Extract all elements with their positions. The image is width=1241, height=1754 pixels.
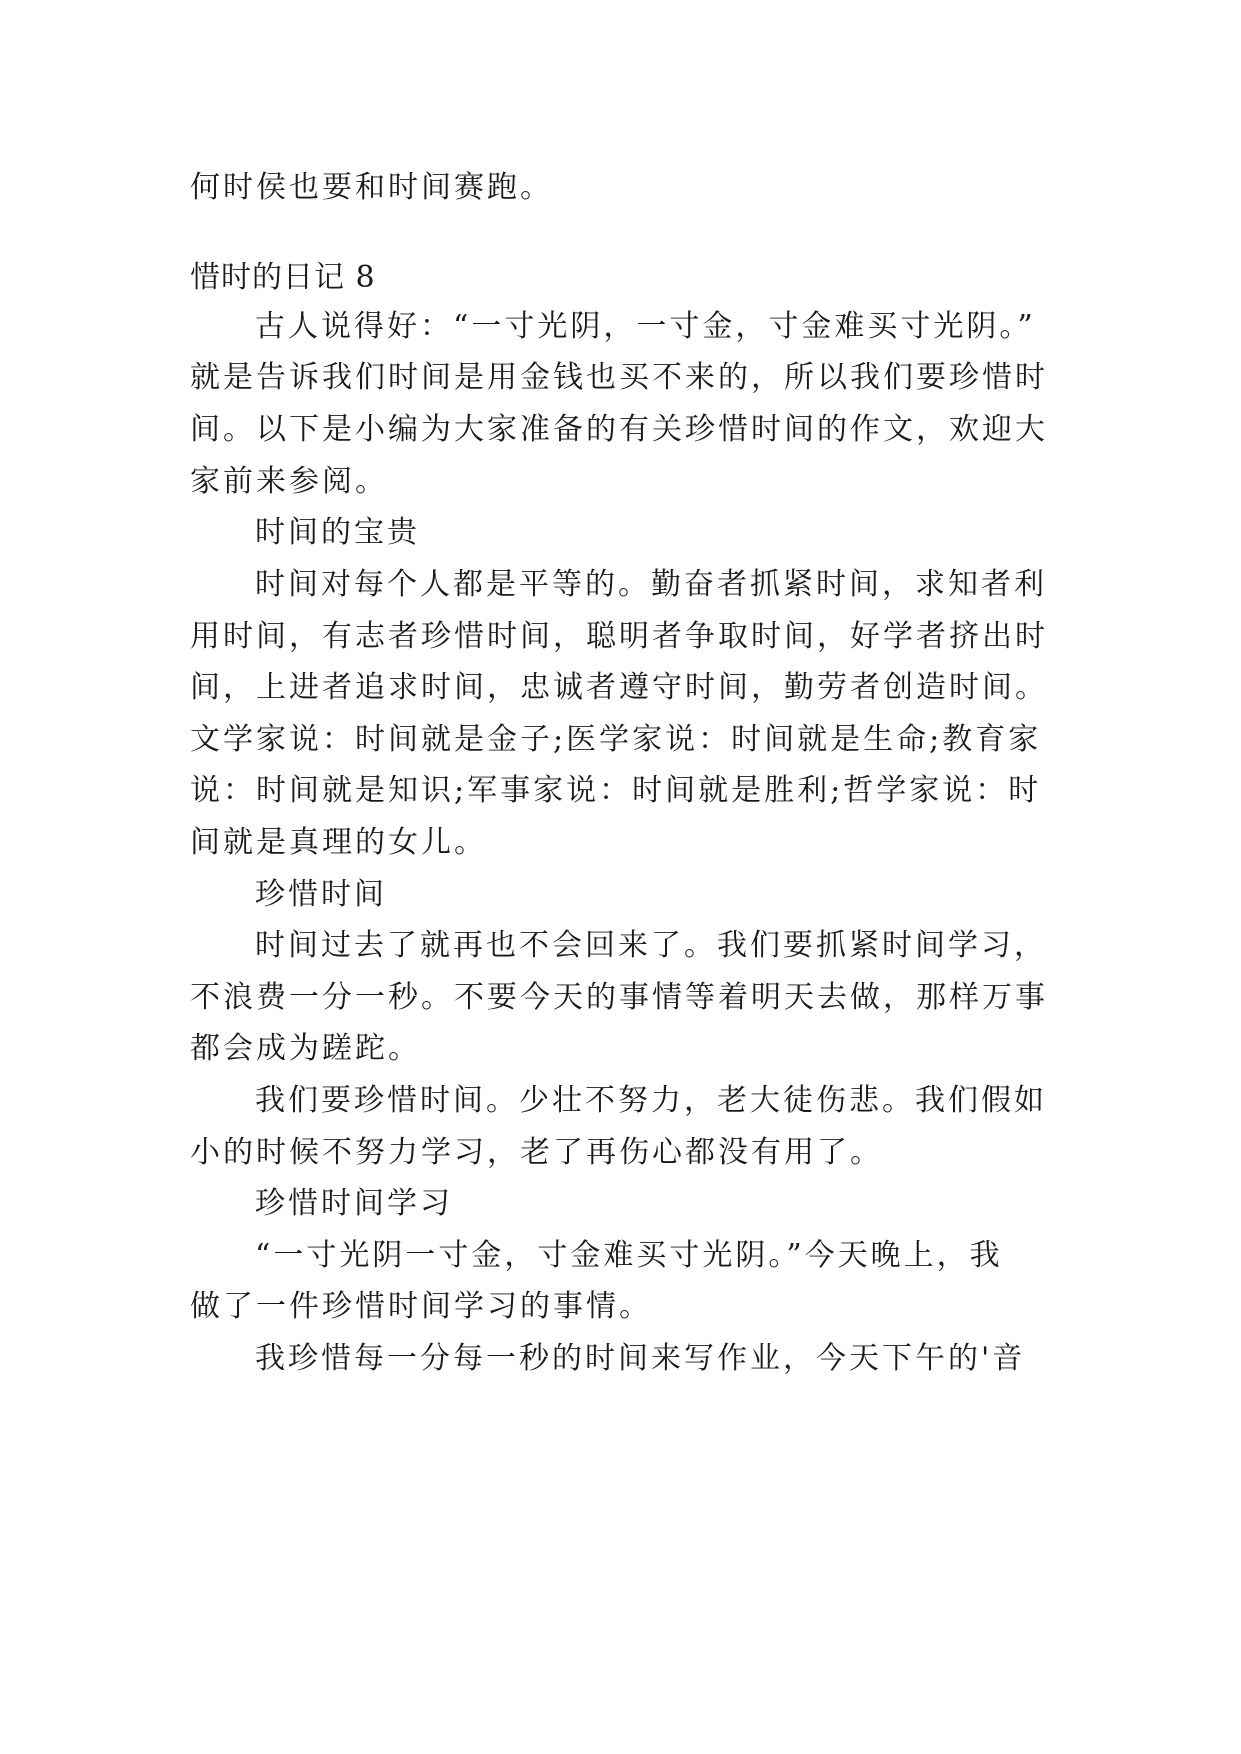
subheading: 珍惜时间: [255, 877, 387, 912]
paragraph-line: 说：时间就是知识;军事家说：时间就是胜利;哲学家说：时: [190, 773, 1042, 808]
paragraph-line: 我们要珍惜时间。少壮不努力，老大徒伤悲。我们假如: [255, 1083, 1047, 1118]
paragraph-line: 家前来参阅。: [190, 464, 388, 499]
paragraph-line: 小的时候不努力学习，老了再伤心都没有用了。: [190, 1135, 883, 1170]
paragraph-line: 古人说得好：“一寸光阴，一寸金，寸金难买寸光阴。”: [255, 309, 1036, 344]
paragraph-line: 不浪费一分一秒。不要今天的事情等着明天去做，那样万事: [190, 980, 1048, 1015]
paragraph-line: 间就是真理的女儿。: [190, 825, 487, 860]
paragraph-line: 就是告诉我们时间是用金钱也买不来的，所以我们要珍惜时: [190, 360, 1048, 395]
section-title: 惜时的日记 8: [190, 260, 376, 295]
paragraph-line: 文学家说：时间就是金子;医学家说：时间就是生命;教育家: [190, 722, 1042, 757]
paragraph-line: 时间对每个人都是平等的。勤奋者抓紧时间，求知者利: [255, 567, 1047, 602]
paragraph-line: 都会成为蹉跎。: [190, 1031, 421, 1066]
paragraph-line: 做了一件珍惜时间学习的事情。: [190, 1289, 652, 1324]
paragraph-line: 我珍惜每一分每一秒的时间来写作业，今天下午的'音: [255, 1341, 1026, 1376]
paragraph-line: 用时间，有志者珍惜时间，聪明者争取时间，好学者挤出时: [190, 619, 1048, 654]
previous-text-tail: 何时侯也要和时间赛跑。: [190, 170, 553, 205]
subheading: 时间的宝贵: [255, 515, 420, 550]
paragraph-line: 间。以下是小编为大家准备的有关珍惜时间的作文，欢迎大: [190, 412, 1048, 447]
paragraph-line: 时间过去了就再也不会回来了。我们要抓紧时间学习，: [255, 928, 1047, 963]
paragraph-line: “一寸光阴一寸金，寸金难买寸光阴。”今天晚上，我: [255, 1238, 1003, 1273]
paragraph-line: 间，上进者追求时间，忠诚者遵守时间，勤劳者创造时间。: [190, 670, 1048, 705]
subheading: 珍惜时间学习: [255, 1186, 453, 1221]
